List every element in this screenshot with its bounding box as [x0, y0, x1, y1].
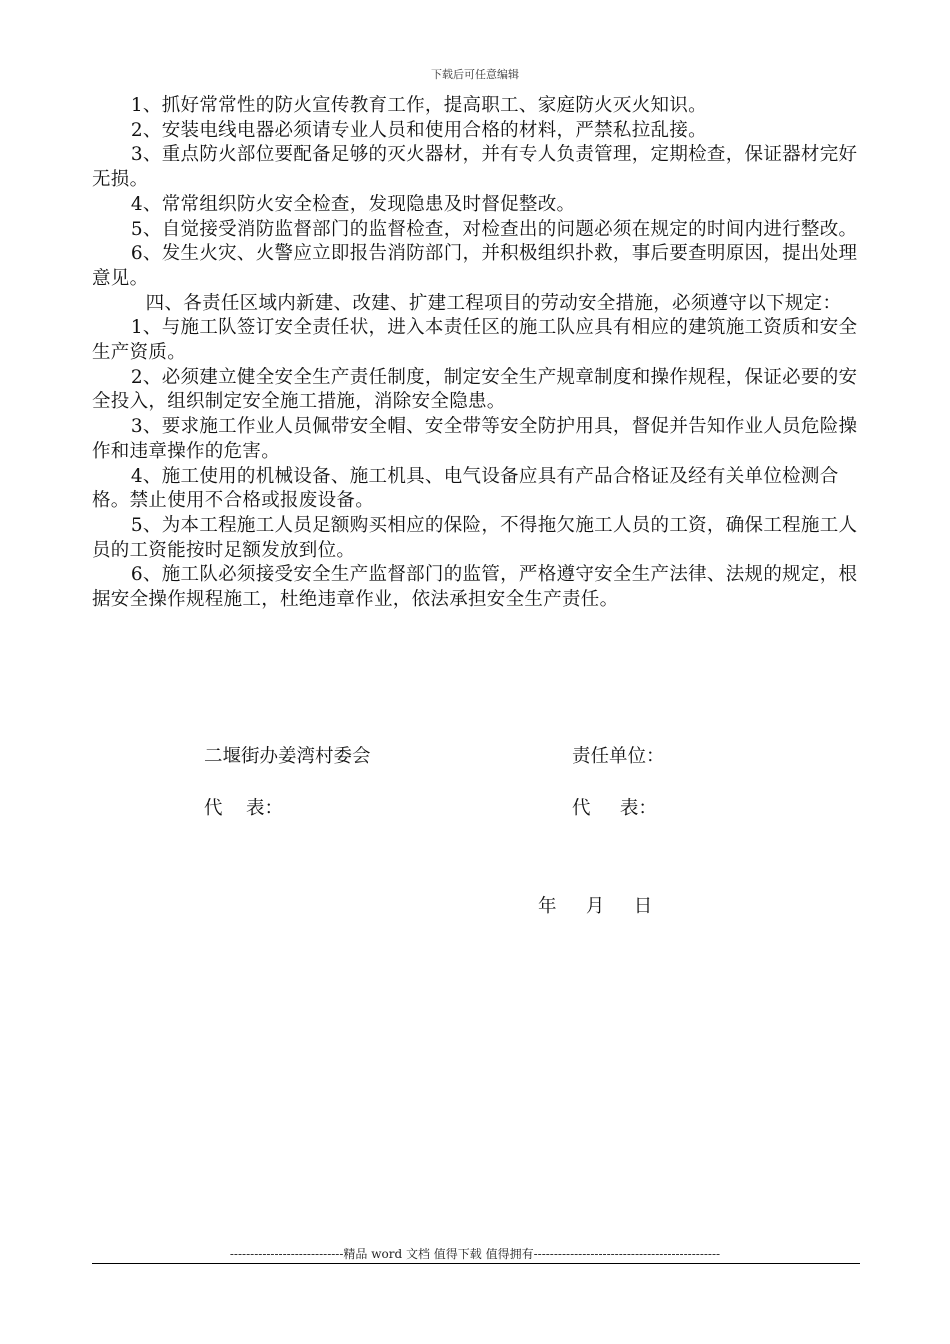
signature-right-org: 责任单位： — [572, 746, 665, 767]
paragraph: 5、为本工程施工人员足额购买相应的保险，不得拖欠施工人员的工资，确保工程施工人员的工资能按时足额发放到位。 — [92, 514, 858, 561]
paragraph: 6、施工队必须接受安全生产监督部门的监管，严格遵守安全生产法律、法规的规定，根据安全操作规程施工，杜绝违章作业，依法承担安全生产责任。 — [92, 564, 858, 611]
paragraph: 1、抓好常常性的防火宣传教育工作，提高职工、家庭防火灭火知识。 — [130, 95, 707, 116]
paragraph: 4、常常组织防火安全检查，发现隐患及时督促整改。 — [130, 193, 576, 215]
paragraph: 1、与施工队签订安全责任状，进入本责任区的施工队应具有相应的建筑施工资质和安全生产资质。 — [92, 317, 858, 364]
paragraph: 3、重点防火部位要配备足够的灭火器材，并有专人负责管理，定期检查，保证器材完好无损。 — [92, 144, 858, 191]
paragraph: 6、发生火灾、火警应立即报告消防部门，并积极组织扑救，事后要查明原因，提出处理意见。 — [92, 243, 858, 289]
paragraph: 5、自觉接受消防监督部门的监督检查，对检查出的问题必须在规定的时间内进行整改。 — [130, 218, 858, 240]
signature-left-org: 二堰街办姜湾村委会 — [204, 746, 371, 767]
paragraph: 3、要求施工作业人员佩带安全帽、安全带等安全防护用具，督促并告知作业人员危险操作和违章操作的危害。 — [92, 416, 858, 462]
footer-divider — [92, 1263, 860, 1264]
paragraph: 2、必须建立健全安全生产责任制度，制定安全生产规章制度和操作规程，保证必要的安全投入，组织制定安全施工措施，消除安全隐患。 — [92, 366, 858, 413]
paragraph: 4、施工使用的机械设备、施工机具、电气设备应具有产品合格证及经有关单位检测合格。禁止使用不合格或报废设备。 — [92, 465, 839, 512]
page-footer: ----------------------------精品 word 文档 值得下载 值得拥有---------------------------------------------- — [229, 1247, 721, 1261]
document-body — [92, 94, 862, 613]
signature-right-rep: 代 表： — [572, 798, 657, 819]
page-header: 下载后可任意编辑 — [431, 68, 519, 81]
paragraph: 2、安装电线电器必须请专业人员和使用合格的材料，严禁私拉乱接。 — [130, 119, 707, 141]
signature-date: 年 月 日 — [538, 896, 653, 917]
signature-left-rep: 代 表： — [204, 798, 284, 819]
section-heading-paragraph: 四、各责任区域内新建、改建、扩建工程项目的劳动安全措施，必须遵守以下规定： — [145, 292, 842, 314]
